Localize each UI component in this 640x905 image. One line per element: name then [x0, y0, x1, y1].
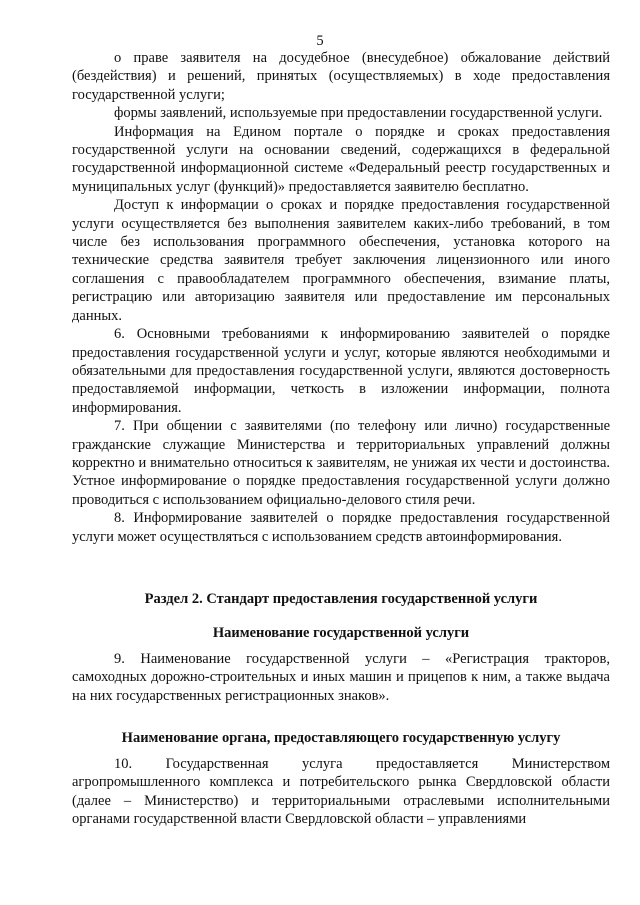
- body-text: [72, 49, 610, 546]
- paragraph-8: 8. Информирование заявителей о порядке предоставления государственной услуги может осуществляться с использованием средств автоинформирования.: [72, 510, 610, 545]
- subheading-service-name: Наименование государственной услуги: [212, 625, 470, 641]
- service-name-section: [72, 650, 610, 705]
- authority-section: [72, 755, 610, 829]
- paragraph-access-info: Доступ к информации о сроках и порядке предоставления государственной услуги осуществляется без выполнения заявителем каких-либо требований, в том числе без использования программного обеспечения, установка которого на технические средства заявителя требует заключения лицензионного или иного соглашения с правообладателем программного обеспечения, взимание платы, регистрацию или авторизацию заявителя или предоставление им персональных данных.: [72, 197, 610, 324]
- paragraph-7: 7. При общении с заявителями (по телефону или лично) государственные гражданские служащие Министерства и территориальных управлений должны корректно и внимательно относиться к заявителям, не унижая их чести и достоинства. Устное информирование о порядке предоставления государственной услуги должно проводиться с использованием официально-делового стиля речи.: [72, 418, 610, 508]
- subheading-authority: Наименование органа, предоставляющего государственную услугу: [121, 730, 561, 746]
- paragraph-application-forms: формы заявлений, используемые при предоставлении государственной услуги.: [114, 105, 603, 122]
- paragraph-6: 6. Основными требованиями к информированию заявителей о порядке предоставления государственной услуги и услуг, которые являются необходимыми и обязательными для предоставления государственной услуги, являются достоверность предоставляемой информации, четкость в изложении информации, полнота информирования.: [72, 326, 610, 416]
- paragraph-10: 10. Государственная услуга предоставляется Министерством агропромышленного комплекса и потребительского рынка Свердловской области (далее – Министерство) и территориальными отраслевыми исполнительными органами государственной власти Свердловской области – управлениями: [72, 756, 610, 828]
- paragraph-appeal-right: о праве заявителя на досудебное (внесудебное) обжалование действий (бездействия) и решений, принятых (осуществляемых) в ходе предоставления государственной услуги;: [72, 50, 610, 103]
- page-number: 5: [316, 33, 324, 49]
- paragraph-portal-info: Информация на Едином портале о порядке и сроках предоставления государственной услуги на основании сведений, содержащихся в федеральной государственной информационной системе «Федеральный реестр государственных и муниципальных услуг (функций)» предоставляется заявителю бесплатно.: [72, 123, 610, 195]
- section-heading: Раздел 2. Стандарт предоставления государственной услуги: [144, 591, 538, 607]
- paragraph-9: 9. Наименование государственной услуги – «Регистрация тракторов, самоходных дорожно-строительных и иных машин и прицепов к ним, а также выдача на них государственных регистрационных знаков».: [72, 651, 610, 704]
